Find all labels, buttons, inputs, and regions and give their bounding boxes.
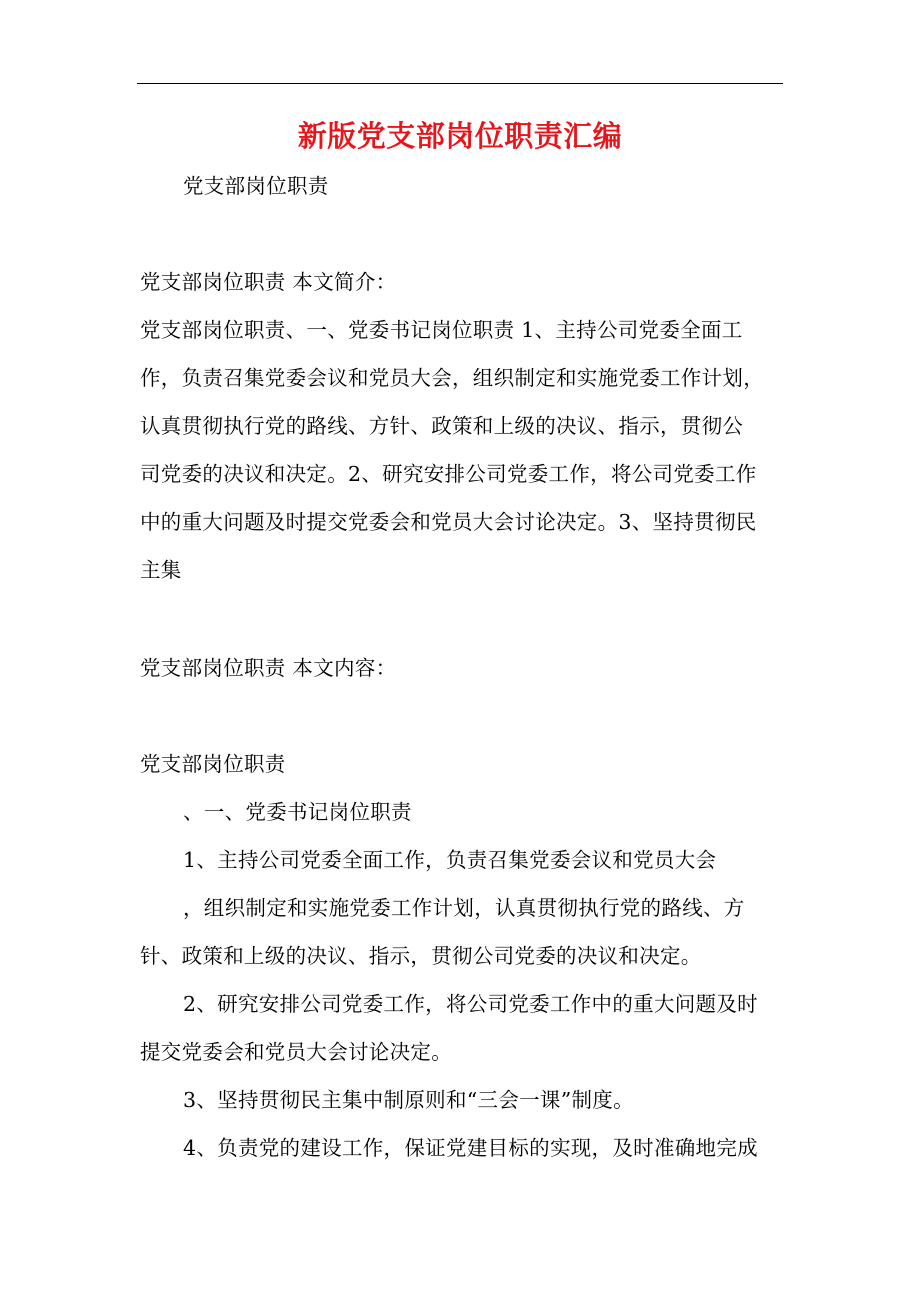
summary-line: 中的重大问题及时提交党委会和党员大会讨论决定。3、坚持贯彻民 bbox=[140, 510, 757, 534]
header-rule bbox=[137, 83, 783, 84]
summary-line: 作，负责召集党委会议和党员大会，组织制定和实施党委工作计划， bbox=[140, 366, 764, 390]
summary-line: 认真贯彻执行党的路线、方针、政策和上级的决议、指示，贯彻公 bbox=[140, 414, 744, 438]
body-line: 3、坚持贯彻民主集中制原则和“三会一课”制度。 bbox=[183, 1088, 634, 1112]
summary-heading: 党支部岗位职责 本文简介： bbox=[140, 270, 397, 294]
content-heading: 党支部岗位职责 本文内容： bbox=[140, 656, 397, 680]
document-title: 新版党支部岗位职责汇编 bbox=[297, 119, 623, 153]
document-subtitle: 党支部岗位职责 bbox=[183, 174, 329, 198]
body-line: 提交党委会和党员大会讨论决定。 bbox=[140, 1040, 452, 1064]
body-line: ，组织制定和实施党委工作计划，认真贯彻执行党的路线、方 bbox=[183, 896, 745, 920]
summary-line: 司党委的决议和决定。2、研究安排公司党委工作，将公司党委工作 bbox=[140, 462, 757, 486]
summary-line: 党支部岗位职责、一、党委书记岗位职责 1、主持公司党委全面工 bbox=[140, 318, 743, 342]
body-line: 4、负责党的建设工作，保证党建目标的实现，及时准确地完成 bbox=[183, 1136, 758, 1160]
body-line: 针、政策和上级的决议、指示，贯彻公司党委的决议和决定。 bbox=[140, 944, 702, 968]
body-line: 2、研究安排公司党委工作，将公司党委工作中的重大问题及时 bbox=[183, 992, 758, 1016]
body-heading: 党支部岗位职责 bbox=[140, 752, 286, 776]
body-line: 1、主持公司党委全面工作，负责召集党委会议和党员大会 bbox=[183, 848, 717, 872]
section-heading: 、一、党委书记岗位职责 bbox=[183, 800, 412, 824]
summary-line: 主集 bbox=[140, 558, 182, 582]
